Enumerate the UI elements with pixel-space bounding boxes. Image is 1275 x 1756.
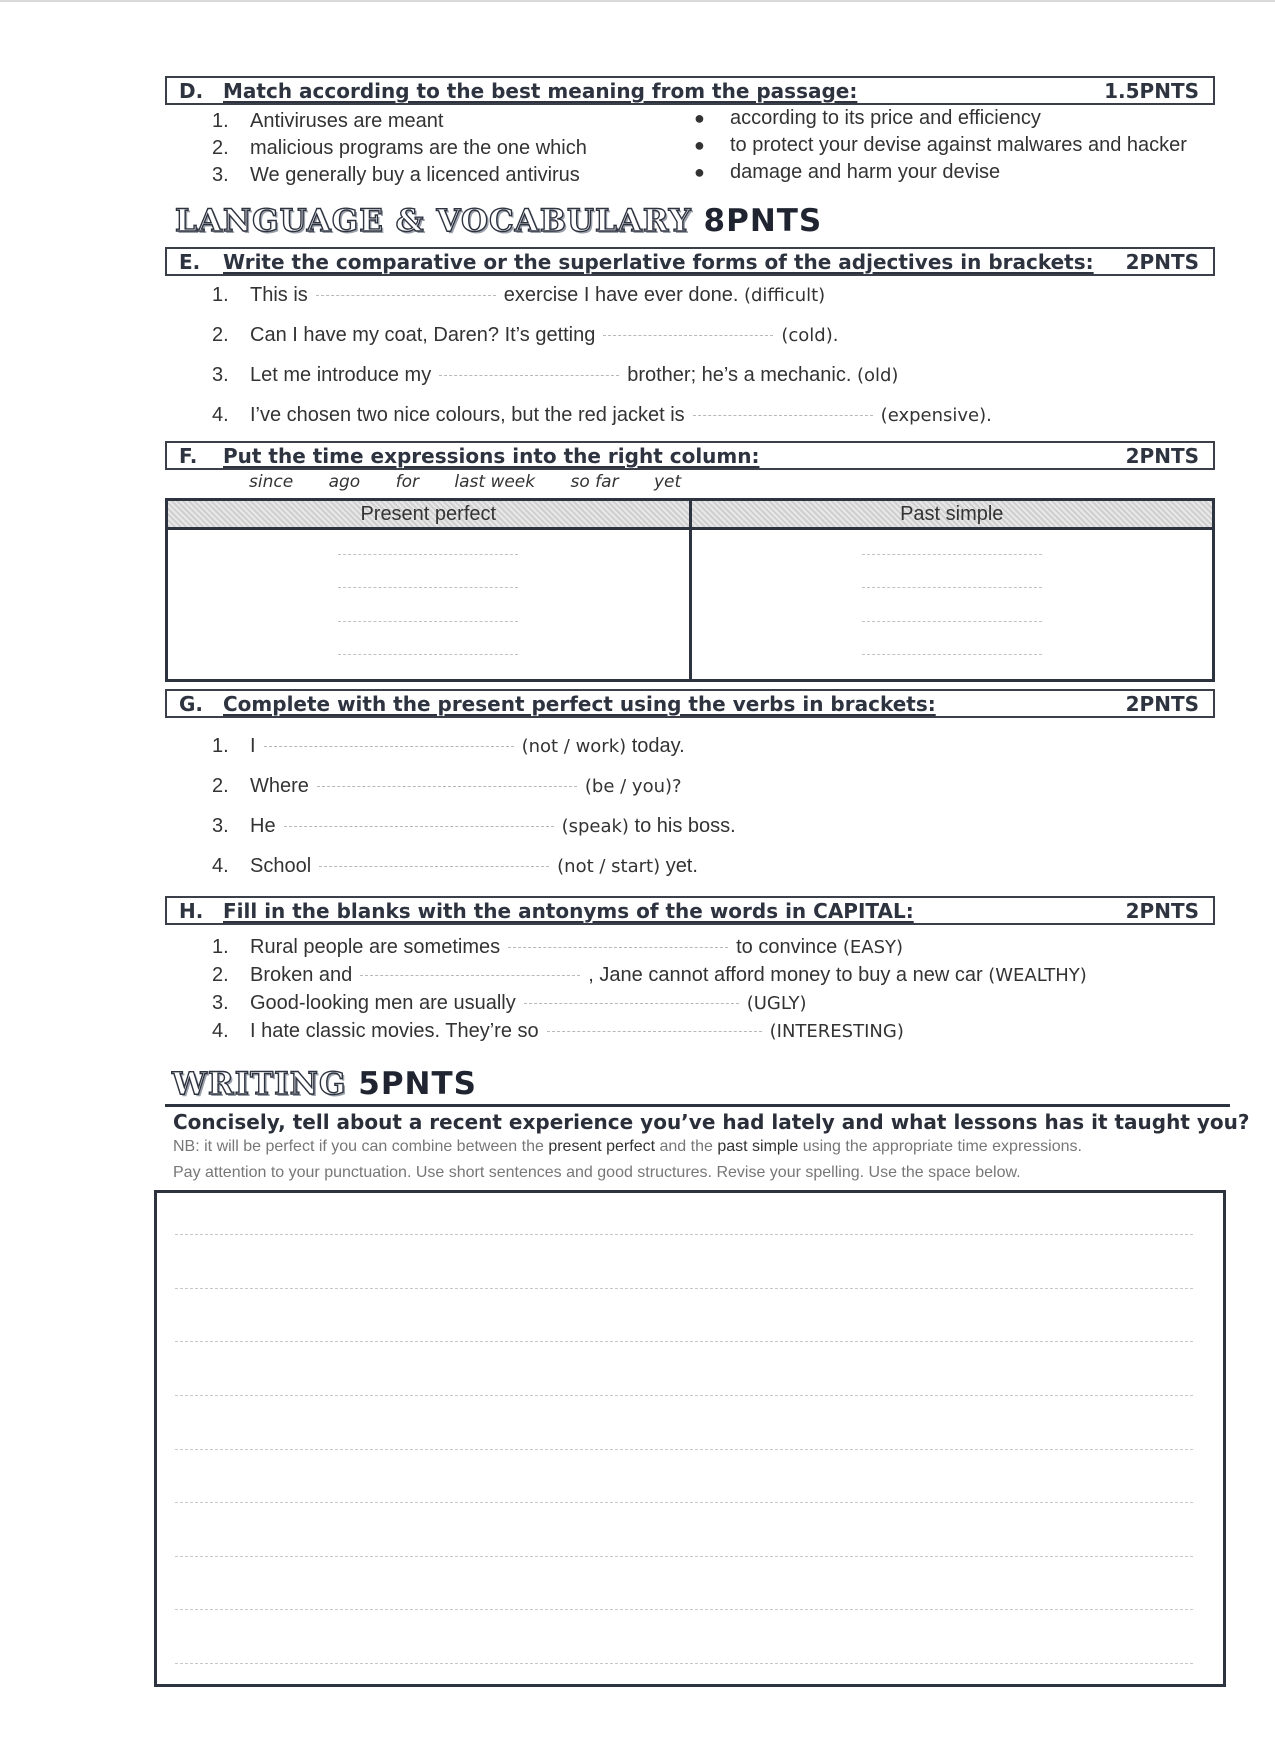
section-letter: D. [179,78,204,103]
writing-line[interactable] [175,1555,1193,1557]
item-text: to convince [736,936,838,958]
item-number: 3. [212,992,229,1014]
writing-line[interactable] [175,1394,1193,1396]
item-text: This is [250,284,308,306]
writing-heading [172,1066,477,1102]
bullet-icon: ● [694,108,705,128]
answer-blank[interactable] [547,1030,762,1032]
section-title: Write the comparative or the superlative forms of the adjectives in brackets: [223,249,1094,274]
item-text: Broken and [250,964,353,986]
section-points: 2PNTS [1125,898,1199,923]
item-number: 1. [212,936,229,958]
section-d-header [165,76,1215,105]
item-hint: (INTERESTING) [769,1021,904,1042]
exercise-item [212,964,1087,987]
writing-note-line-1 [173,1138,1082,1156]
writing-line[interactable] [175,1340,1193,1342]
match-right-item [694,107,1041,130]
writing-line[interactable] [175,1287,1193,1289]
section-e-header [165,247,1215,276]
item-hint: (EASY) [842,937,904,958]
section-title: Fill in the blanks with the antonyms of the words in CAPITAL: [223,898,914,923]
answer-blank[interactable] [319,865,549,867]
section-f-header [165,441,1215,470]
item-number: 2. [212,137,229,159]
section-points: 1.5PNTS [1104,78,1199,103]
exercise-item [212,404,992,427]
item-text: Antiviruses are meant [250,110,444,132]
language-vocabulary-heading [175,203,822,239]
item-text: brother; he’s a mechanic. [627,364,852,386]
heading-points: 8PNTS [703,203,823,239]
scan-edge [0,0,1275,2]
time-expressions [249,472,711,492]
item-number: 3. [212,815,229,837]
exercise-item [212,364,898,387]
item-text: Let me introduce my [250,364,432,386]
section-letter: H. [179,898,204,923]
writing-line[interactable] [175,1448,1193,1450]
section-g-header [165,689,1215,718]
section-points: 2PNTS [1125,691,1199,716]
answer-line[interactable] [862,587,1042,588]
section-title: Complete with the present perfect using the verbs in brackets: [223,691,936,716]
match-right-item [694,134,1187,157]
item-text: to protect your devise against malwares and hacker [730,134,1187,156]
item-text: I hate classic movies. They’re so [250,1020,539,1042]
item-text: yet. [665,855,698,877]
exercise-item [212,855,698,878]
heading-points: 5PNTS [358,1066,477,1102]
item-number: 2. [212,324,229,346]
answer-blank[interactable] [508,946,728,948]
time-word: last week [454,472,536,492]
writing-divider [165,1104,1230,1107]
item-hint: (speak) [561,816,629,837]
item-hint: (old) [856,365,899,386]
note-emphasis: past simple [717,1138,799,1155]
exercise-item [212,936,903,959]
answer-line[interactable] [338,554,518,555]
exercise-item [212,992,807,1015]
time-word: since [249,472,294,492]
column-header: Past simple [692,501,1213,530]
column-header: Present perfect [168,501,689,530]
item-text: He [250,815,276,837]
section-points: 2PNTS [1125,443,1199,468]
match-left-item [212,137,587,160]
answer-blank[interactable] [284,825,554,827]
time-word: so far [570,472,619,492]
item-number: 1. [212,284,229,306]
item-text: according to its price and efficiency [730,107,1041,129]
item-hint: (not / work) [521,736,627,757]
writing-line[interactable] [175,1662,1193,1664]
item-hint: (difficult) [743,285,826,306]
answer-blank[interactable] [439,374,619,376]
note-text: using the appropriate time expressions. [798,1138,1082,1155]
answer-line[interactable] [338,587,518,588]
section-letter: E. [179,249,201,274]
bullet-icon: ● [694,135,705,155]
answer-line[interactable] [862,621,1042,622]
item-text: malicious programs are the one which [250,137,587,159]
time-expressions-table [165,498,1215,682]
present-perfect-column [168,501,689,679]
note-text: and the [655,1138,718,1155]
section-letter: G. [179,691,204,716]
item-hint: (UGLY) [746,993,807,1014]
writing-area[interactable] [154,1190,1226,1687]
item-text: today. [631,735,685,757]
answer-line[interactable] [338,654,518,655]
item-number: 3. [212,164,229,186]
note-text: NB: it will be perfect if you can combine between the [173,1138,549,1155]
heading-text: WRITING [172,1066,347,1102]
bullet-icon: ● [694,162,705,182]
exercise-item [212,815,736,838]
section-h-header [165,896,1215,925]
answer-line[interactable] [338,621,518,622]
exercise-item [212,1020,904,1043]
item-text: School [250,855,312,877]
answer-blank[interactable] [524,1002,739,1004]
item-number: 2. [212,964,229,986]
writing-line[interactable] [175,1233,1193,1235]
answer-blank[interactable] [360,974,580,976]
answer-blank[interactable] [317,785,577,787]
time-word: ago [328,472,361,492]
item-number: 4. [212,855,229,877]
writing-line[interactable] [175,1608,1193,1610]
item-number: 3. [212,364,229,386]
answer-line[interactable] [862,554,1042,555]
section-points: 2PNTS [1125,249,1199,274]
item-text: Good-looking men are usually [250,992,516,1014]
item-hint: (WEALTHY) [988,965,1087,986]
section-title: Match according to the best meaning from the passage: [223,78,858,103]
section-title: Put the time expressions into the right column: [223,443,760,468]
item-text: Can I have my coat, Daren? It’s getting [250,324,596,346]
item-number: 4. [212,1020,229,1042]
writing-note-line-2: Pay attention to your punctuation. Use short sentences and good structures. Revise your spelling. Use the space below. [173,1164,1021,1181]
item-number: 4. [212,404,229,426]
item-text: Where [250,775,309,797]
writing-line[interactable] [175,1501,1193,1503]
section-letter: F. [179,443,198,468]
answer-blank[interactable] [316,294,496,296]
item-text: Rural people are sometimes [250,936,501,958]
item-text: to his boss. [634,815,736,837]
item-text: I [250,735,256,757]
exercise-item [212,735,685,758]
time-word: yet [653,472,682,492]
item-hint: (be / you)? [584,776,682,797]
answer-blank[interactable] [264,745,514,747]
item-text: I’ve chosen two nice colours, but the red jacket is [250,404,685,426]
item-number: 2. [212,775,229,797]
note-emphasis: present perfect [548,1138,656,1155]
item-number: 1. [212,110,229,132]
item-hint: (not / start) [557,856,661,877]
exercise-item [212,775,682,798]
time-word: for [395,472,419,492]
item-text: We generally buy a licenced antivirus [250,164,580,186]
match-left-item [212,164,580,187]
item-hint: (cold). [781,325,839,346]
item-text: , Jane cannot afford money to buy a new car [588,964,983,986]
answer-line[interactable] [862,654,1042,655]
answer-blank[interactable] [603,334,773,336]
past-simple-column [689,501,1213,679]
exercise-item [212,284,825,307]
match-left-item [212,110,443,133]
heading-text: LANGUAGE & VOCABULARY [175,203,692,239]
writing-prompt: Concisely, tell about a recent experience you’ve had lately and what lessons has it taught you? [173,1110,1250,1134]
answer-blank[interactable] [693,414,873,416]
item-text: damage and harm your devise [730,161,1001,183]
item-hint: (expensive). [880,405,992,426]
item-number: 1. [212,735,229,757]
match-right-item [694,161,1000,184]
item-text: exercise I have ever done. [503,284,739,306]
exercise-item [212,324,838,347]
